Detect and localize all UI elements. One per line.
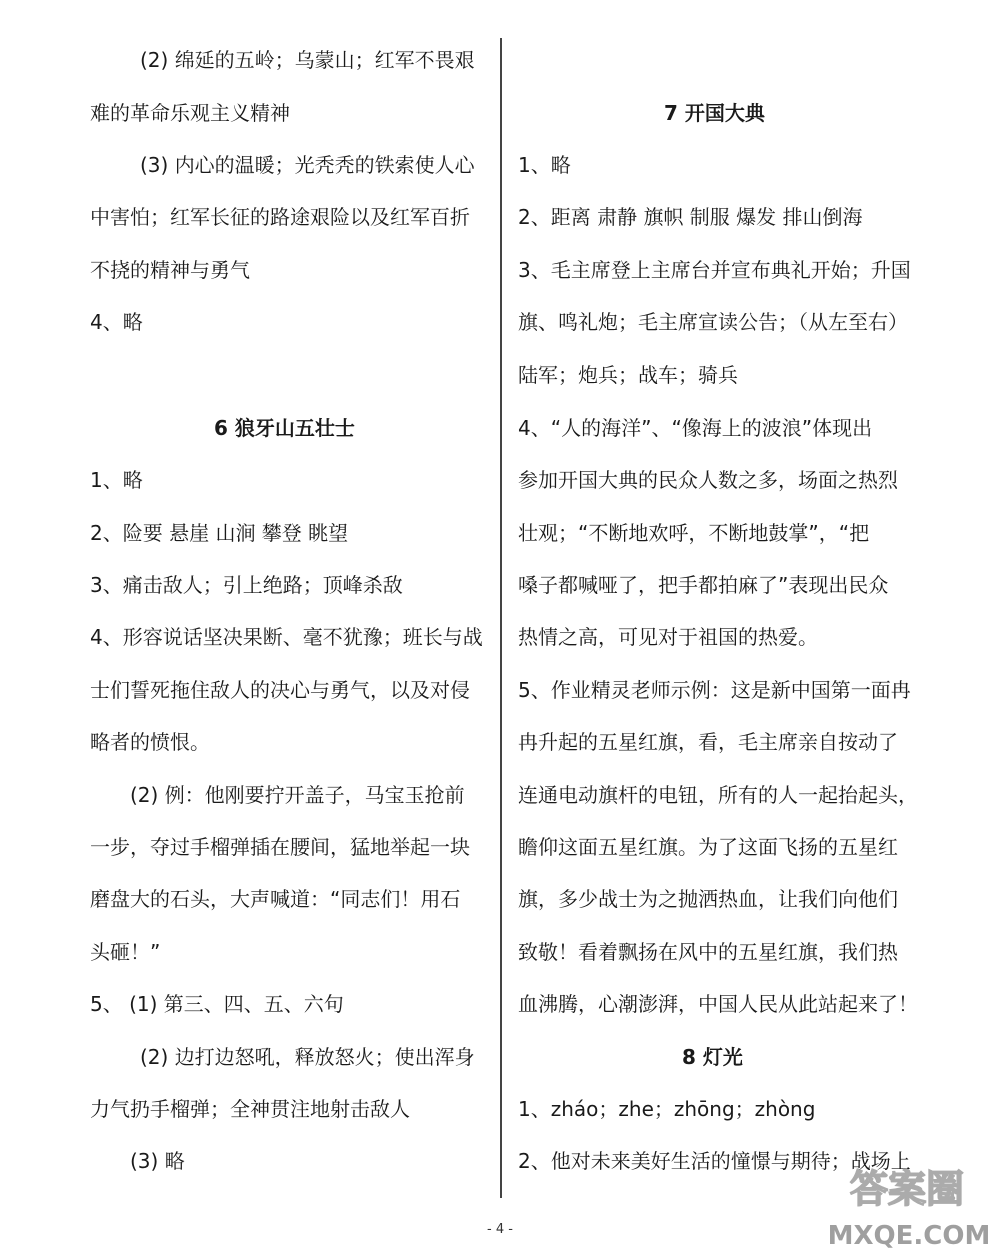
text-line: 血沸腾，心潮澎湃，中国人民从此站起来了！ [518, 992, 918, 1016]
text-line: 冉升起的五星红旗，看，毛主席亲自按动了 [518, 730, 898, 754]
section-heading: 8 灯光 [682, 1045, 743, 1069]
text-line: 不挠的精神与勇气 [90, 258, 250, 282]
text-line: 2、他对未来美好生活的憧憬与期待；战场上 [518, 1149, 911, 1173]
watermark-text: 答案圈 [849, 1167, 965, 1211]
text-line: (2) 绵延的五岭；乌蒙山；红军不畏艰 [140, 48, 475, 72]
text-line: 力气扔手榴弹；全神贯注地射击敌人 [90, 1097, 410, 1121]
text-line: 4、“人的海洋”、“像海上的波浪”体现出 [518, 416, 873, 440]
text-line: 中害怕；红军长征的路途艰险以及红军百折 [90, 205, 470, 229]
text-line: 瞻仰这面五星红旗。为了这面飞扬的五星红 [518, 835, 898, 859]
text-line: (3) 略 [130, 1149, 185, 1173]
text-line: (3) 内心的温暖；光秃秃的铁索使人心 [140, 153, 475, 177]
text-line: 4、形容说话坚决果断、毫不犹豫；班长与战 [90, 625, 483, 649]
text-line: 1、zháo；zhe；zhōng；zhòng [518, 1097, 816, 1121]
text-line: 陆军；炮兵；战车；骑兵 [518, 363, 738, 387]
text-line: 难的革命乐观主义精神 [90, 101, 290, 125]
text-line: 1、略 [90, 468, 143, 492]
text-line: 旗，多少战士为之抛洒热血，让我们向他们 [518, 887, 898, 911]
page-number: - 4 - [487, 1222, 513, 1237]
text-line: (2) 边打边怒吼，释放怒火；使出浑身 [140, 1045, 475, 1069]
text-line: 2、距离 肃静 旗帜 制服 爆发 排山倒海 [518, 205, 863, 229]
text-line: 壮观；“不断地欢呼，不断地鼓掌”，“把 [518, 521, 870, 545]
text-line: 磨盘大的石头，大声喊道：“同志们！用石 [90, 887, 461, 911]
text-line: 3、毛主席登上主席台并宣布典礼开始；升国 [518, 258, 911, 282]
column-divider [500, 38, 502, 1198]
text-line: 4、略 [90, 310, 143, 334]
text-line: 略者的愤恨。 [90, 730, 210, 754]
text-line: 5、作业精灵老师示例：这是新中国第一面冉 [518, 678, 911, 702]
text-line: 3、痛击敌人；引上绝路；顶峰杀敌 [90, 573, 403, 597]
text-line: 一步，夺过手榴弹插在腰间，猛地举起一块 [90, 835, 470, 859]
text-line: 嗓子都喊哑了，把手都拍麻了”表现出民众 [518, 573, 889, 597]
text-line: 参加开国大典的民众人数之多，场面之热烈 [518, 468, 898, 492]
text-line: 旗、鸣礼炮；毛主席宣读公告；（从左至右） [518, 310, 908, 334]
text-line: 5、 (1) 第三、四、五、六句 [90, 992, 344, 1016]
text-line: 2、险要 悬崖 山涧 攀登 眺望 [90, 521, 349, 545]
watermark-url: MXQE.COM [827, 1221, 991, 1251]
text-line: 士们誓死拖住敌人的决心与勇气，以及对侵 [90, 678, 470, 702]
watermark-logo [815, 1160, 995, 1255]
text-line: 热情之高，可见对于祖国的热爱。 [518, 625, 818, 649]
section-heading: 7 开国大典 [664, 101, 765, 125]
text-line: 连通电动旗杆的电钮，所有的人一起抬起头， [518, 783, 918, 807]
text-line: 致敬！看着飘扬在风中的五星红旗，我们热 [518, 940, 898, 964]
text-line: 头砸！” [90, 940, 161, 964]
text-line: (2) 例：他刚要拧开盖子，马宝玉抢前 [130, 783, 465, 807]
section-heading: 6 狼牙山五壮士 [214, 416, 355, 440]
text-line: 1、略 [518, 153, 571, 177]
